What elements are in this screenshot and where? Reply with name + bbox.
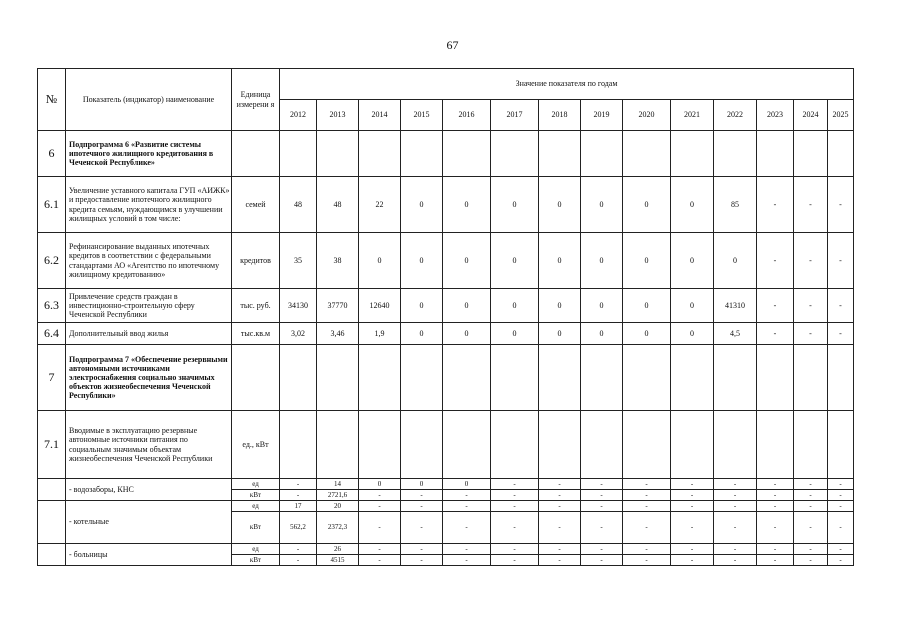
table-row bbox=[38, 131, 854, 177]
value-cell: 37770 bbox=[317, 289, 359, 323]
indicator-table bbox=[37, 68, 854, 566]
table-row bbox=[38, 544, 854, 555]
value-cell: - bbox=[359, 501, 401, 512]
indicator-name: Увеличение уставного капитала ГУП «АИЖК» и предоставление ипотечного жилищного кредита семьям, нуждающимся в улучшении жилищных условий в том числе: bbox=[66, 177, 232, 233]
value-cell: 2721,6 bbox=[317, 490, 359, 501]
value-cell: 0 bbox=[671, 289, 714, 323]
value-cell: 0 bbox=[443, 323, 491, 345]
value-cell bbox=[443, 411, 491, 479]
value-cell bbox=[280, 131, 317, 177]
value-cell: - bbox=[581, 512, 623, 544]
value-cell: 3,02 bbox=[280, 323, 317, 345]
value-cell: - bbox=[794, 177, 828, 233]
value-cell: - bbox=[828, 289, 854, 323]
value-cell: - bbox=[794, 323, 828, 345]
year-header: 2012 bbox=[280, 100, 317, 131]
value-cell: - bbox=[714, 544, 757, 555]
value-cell: 0 bbox=[623, 177, 671, 233]
value-cell: - bbox=[757, 555, 794, 566]
value-cell: - bbox=[491, 501, 539, 512]
value-cell bbox=[539, 411, 581, 479]
subitem-name: - больницы bbox=[66, 544, 232, 566]
value-cell: - bbox=[359, 555, 401, 566]
value-cell: 35 bbox=[280, 233, 317, 289]
value-cell: 0 bbox=[443, 289, 491, 323]
value-cell: - bbox=[491, 490, 539, 501]
header-unit: Единица измерени я bbox=[232, 69, 280, 131]
value-cell: - bbox=[443, 512, 491, 544]
year-header: 2016 bbox=[443, 100, 491, 131]
value-cell bbox=[359, 131, 401, 177]
value-cell bbox=[828, 345, 854, 411]
table-row bbox=[38, 233, 854, 289]
value-cell: - bbox=[491, 555, 539, 566]
value-cell: - bbox=[828, 501, 854, 512]
value-cell: - bbox=[623, 544, 671, 555]
value-cell: 0 bbox=[443, 177, 491, 233]
value-cell: 0 bbox=[401, 323, 443, 345]
value-cell bbox=[359, 411, 401, 479]
row-number bbox=[38, 501, 66, 544]
year-header: 2018 bbox=[539, 100, 581, 131]
value-cell: 0 bbox=[623, 233, 671, 289]
value-cell: 0 bbox=[539, 323, 581, 345]
value-cell: - bbox=[623, 501, 671, 512]
value-cell bbox=[757, 131, 794, 177]
value-cell: - bbox=[623, 555, 671, 566]
table-row bbox=[38, 411, 854, 479]
value-cell: - bbox=[671, 544, 714, 555]
value-cell: - bbox=[401, 490, 443, 501]
value-cell: - bbox=[401, 512, 443, 544]
row-number bbox=[38, 479, 66, 501]
value-cell: 34130 bbox=[280, 289, 317, 323]
value-cell: - bbox=[714, 555, 757, 566]
value-cell: 4,5 bbox=[714, 323, 757, 345]
value-cell: - bbox=[623, 512, 671, 544]
row-number: 6.4 bbox=[38, 323, 66, 345]
value-cell: - bbox=[828, 555, 854, 566]
value-cell bbox=[714, 345, 757, 411]
value-cell bbox=[757, 345, 794, 411]
value-cell: - bbox=[359, 490, 401, 501]
indicator-name: Подпрограмма 7 «Обеспечение резервными автономными источниками электроснабжения социально значимых объектов жизнеобеспечения Чеченской Республики» bbox=[66, 345, 232, 411]
value-cell: - bbox=[581, 555, 623, 566]
year-header: 2023 bbox=[757, 100, 794, 131]
value-cell: - bbox=[539, 512, 581, 544]
row-number: 7 bbox=[38, 345, 66, 411]
value-cell bbox=[491, 345, 539, 411]
table-row bbox=[38, 345, 854, 411]
value-cell: - bbox=[828, 544, 854, 555]
value-cell: - bbox=[794, 512, 828, 544]
value-cell bbox=[280, 345, 317, 411]
year-header: 2013 bbox=[317, 100, 359, 131]
value-cell: 0 bbox=[401, 177, 443, 233]
value-cell: - bbox=[794, 289, 828, 323]
value-cell: - bbox=[443, 555, 491, 566]
value-cell: 0 bbox=[581, 233, 623, 289]
value-cell bbox=[317, 411, 359, 479]
row-number: 6.2 bbox=[38, 233, 66, 289]
value-cell: 0 bbox=[714, 233, 757, 289]
value-cell: 0 bbox=[401, 289, 443, 323]
value-cell: - bbox=[794, 479, 828, 490]
value-cell bbox=[671, 345, 714, 411]
page-number: 67 bbox=[446, 38, 459, 52]
header-values-by-year: Значение показателя по годам bbox=[280, 69, 854, 100]
value-cell: 0 bbox=[581, 323, 623, 345]
value-cell: 0 bbox=[491, 177, 539, 233]
value-cell: 562,2 bbox=[280, 512, 317, 544]
value-cell: - bbox=[581, 479, 623, 490]
value-cell: - bbox=[539, 544, 581, 555]
year-header: 2021 bbox=[671, 100, 714, 131]
value-cell: 20 bbox=[317, 501, 359, 512]
value-cell: - bbox=[539, 501, 581, 512]
unit-cell bbox=[232, 131, 280, 177]
value-cell: - bbox=[757, 289, 794, 323]
value-cell: - bbox=[623, 490, 671, 501]
value-cell bbox=[671, 411, 714, 479]
value-cell bbox=[757, 411, 794, 479]
unit-cell: ед bbox=[232, 479, 280, 490]
value-cell: - bbox=[443, 490, 491, 501]
subitem-name: - водозаборы, КНС bbox=[66, 479, 232, 501]
value-cell bbox=[623, 131, 671, 177]
year-header: 2024 bbox=[794, 100, 828, 131]
subitem-name: - котельные bbox=[66, 501, 232, 544]
unit-cell: ед bbox=[232, 501, 280, 512]
value-cell bbox=[581, 345, 623, 411]
year-header: 2019 bbox=[581, 100, 623, 131]
unit-cell: кВт bbox=[232, 555, 280, 566]
value-cell: - bbox=[280, 490, 317, 501]
value-cell: - bbox=[828, 233, 854, 289]
table-row bbox=[38, 323, 854, 345]
value-cell bbox=[539, 131, 581, 177]
value-cell: - bbox=[757, 233, 794, 289]
value-cell bbox=[317, 131, 359, 177]
year-header: 2014 bbox=[359, 100, 401, 131]
value-cell: 0 bbox=[491, 323, 539, 345]
value-cell: 0 bbox=[359, 233, 401, 289]
unit-cell: ед., кВт bbox=[232, 411, 280, 479]
value-cell: - bbox=[828, 490, 854, 501]
value-cell bbox=[623, 411, 671, 479]
unit-cell: кредитов bbox=[232, 233, 280, 289]
value-cell bbox=[794, 131, 828, 177]
value-cell: 3,46 bbox=[317, 323, 359, 345]
value-cell: 0 bbox=[581, 289, 623, 323]
value-cell: - bbox=[671, 512, 714, 544]
unit-cell: ед bbox=[232, 544, 280, 555]
value-cell: - bbox=[794, 490, 828, 501]
value-cell bbox=[671, 131, 714, 177]
value-cell: 41310 bbox=[714, 289, 757, 323]
value-cell: - bbox=[401, 501, 443, 512]
indicator-name: Вводимые в эксплуатацию резервные автономные источники питания по социальным значимым объектам жизнеобеспечения Чеченской Республики bbox=[66, 411, 232, 479]
value-cell: 0 bbox=[539, 289, 581, 323]
value-cell bbox=[714, 411, 757, 479]
value-cell bbox=[581, 131, 623, 177]
value-cell: 0 bbox=[443, 479, 491, 490]
value-cell bbox=[401, 345, 443, 411]
unit-cell: кВт bbox=[232, 512, 280, 544]
indicator-name: Дополнительный ввод жилья bbox=[66, 323, 232, 345]
value-cell bbox=[828, 411, 854, 479]
row-number bbox=[38, 544, 66, 566]
value-cell bbox=[359, 345, 401, 411]
value-cell: 14 bbox=[317, 479, 359, 490]
year-header: 2025 bbox=[828, 100, 854, 131]
value-cell bbox=[794, 345, 828, 411]
value-cell: - bbox=[794, 233, 828, 289]
value-cell: 26 bbox=[317, 544, 359, 555]
value-cell: 0 bbox=[671, 177, 714, 233]
value-cell: - bbox=[828, 323, 854, 345]
value-cell: 0 bbox=[539, 233, 581, 289]
unit-cell bbox=[232, 345, 280, 411]
value-cell: - bbox=[794, 501, 828, 512]
value-cell: - bbox=[671, 555, 714, 566]
header-indicator: Показатель (индикатор) наименование bbox=[66, 69, 232, 131]
value-cell: - bbox=[443, 501, 491, 512]
value-cell bbox=[828, 131, 854, 177]
value-cell: - bbox=[671, 501, 714, 512]
value-cell: 0 bbox=[671, 233, 714, 289]
value-cell bbox=[539, 345, 581, 411]
value-cell bbox=[714, 131, 757, 177]
value-cell: - bbox=[623, 479, 671, 490]
indicator-name: Подпрограмма 6 «Развитие системы ипотечного жилищного кредитования в Чеченской Республике» bbox=[66, 131, 232, 177]
value-cell: - bbox=[828, 177, 854, 233]
row-number: 6.1 bbox=[38, 177, 66, 233]
value-cell bbox=[794, 411, 828, 479]
value-cell: - bbox=[828, 512, 854, 544]
value-cell: - bbox=[539, 490, 581, 501]
value-cell bbox=[443, 131, 491, 177]
value-cell: - bbox=[581, 544, 623, 555]
value-cell: - bbox=[401, 544, 443, 555]
value-cell: - bbox=[757, 177, 794, 233]
value-cell: 0 bbox=[401, 233, 443, 289]
value-cell: - bbox=[714, 512, 757, 544]
value-cell: - bbox=[757, 544, 794, 555]
indicator-name: Рефинансирование выданных ипотечных кредитов в соответствии с федеральными стандартами АО «Агентство по ипотечному жилищному кредитованию» bbox=[66, 233, 232, 289]
value-cell: - bbox=[757, 512, 794, 544]
table-row bbox=[38, 501, 854, 512]
value-cell: 17 bbox=[280, 501, 317, 512]
value-cell bbox=[581, 411, 623, 479]
value-cell: - bbox=[280, 555, 317, 566]
value-cell: 0 bbox=[359, 479, 401, 490]
value-cell: - bbox=[280, 544, 317, 555]
value-cell: 1,9 bbox=[359, 323, 401, 345]
value-cell: - bbox=[359, 512, 401, 544]
value-cell: - bbox=[443, 544, 491, 555]
unit-cell: кВт bbox=[232, 490, 280, 501]
value-cell: - bbox=[581, 490, 623, 501]
value-cell: - bbox=[794, 544, 828, 555]
value-cell: 0 bbox=[623, 289, 671, 323]
value-cell: - bbox=[491, 544, 539, 555]
row-number: 7.1 bbox=[38, 411, 66, 479]
value-cell: 48 bbox=[317, 177, 359, 233]
header-no: № bbox=[38, 69, 66, 131]
value-cell: - bbox=[401, 555, 443, 566]
value-cell bbox=[443, 345, 491, 411]
table-row bbox=[38, 177, 854, 233]
unit-cell: тыс.кв.м bbox=[232, 323, 280, 345]
value-cell: - bbox=[714, 479, 757, 490]
value-cell: - bbox=[757, 501, 794, 512]
value-cell: 38 bbox=[317, 233, 359, 289]
value-cell: 0 bbox=[443, 233, 491, 289]
value-cell bbox=[491, 131, 539, 177]
value-cell bbox=[280, 411, 317, 479]
indicator-name: Привлечение средств граждан в инвестиционно-строительную сферу Чеченской Республики bbox=[66, 289, 232, 323]
value-cell: - bbox=[714, 490, 757, 501]
value-cell bbox=[623, 345, 671, 411]
value-cell: - bbox=[539, 555, 581, 566]
value-cell: - bbox=[581, 501, 623, 512]
value-cell: - bbox=[757, 490, 794, 501]
value-cell: - bbox=[714, 501, 757, 512]
value-cell: - bbox=[491, 479, 539, 490]
value-cell: - bbox=[671, 479, 714, 490]
value-cell: - bbox=[491, 512, 539, 544]
value-cell: 0 bbox=[671, 323, 714, 345]
value-cell: 12640 bbox=[359, 289, 401, 323]
value-cell bbox=[401, 411, 443, 479]
value-cell: 0 bbox=[491, 233, 539, 289]
value-cell: - bbox=[794, 555, 828, 566]
year-header: 2020 bbox=[623, 100, 671, 131]
year-header: 2015 bbox=[401, 100, 443, 131]
value-cell: 0 bbox=[491, 289, 539, 323]
year-header: 2022 bbox=[714, 100, 757, 131]
value-cell: 2372,3 bbox=[317, 512, 359, 544]
row-number: 6 bbox=[38, 131, 66, 177]
value-cell: - bbox=[539, 479, 581, 490]
value-cell: - bbox=[280, 479, 317, 490]
value-cell: 0 bbox=[623, 323, 671, 345]
value-cell bbox=[317, 345, 359, 411]
value-cell bbox=[401, 131, 443, 177]
value-cell: - bbox=[757, 323, 794, 345]
value-cell: - bbox=[757, 479, 794, 490]
table-row bbox=[38, 479, 854, 490]
value-cell: 48 bbox=[280, 177, 317, 233]
year-header: 2017 bbox=[491, 100, 539, 131]
value-cell: 0 bbox=[539, 177, 581, 233]
value-cell: - bbox=[828, 479, 854, 490]
unit-cell: семей bbox=[232, 177, 280, 233]
value-cell: 4515 bbox=[317, 555, 359, 566]
value-cell: 0 bbox=[581, 177, 623, 233]
value-cell: 22 bbox=[359, 177, 401, 233]
value-cell: - bbox=[359, 544, 401, 555]
table-row bbox=[38, 289, 854, 323]
unit-cell: тыс. руб. bbox=[232, 289, 280, 323]
value-cell: 0 bbox=[401, 479, 443, 490]
value-cell: 85 bbox=[714, 177, 757, 233]
row-number: 6.3 bbox=[38, 289, 66, 323]
value-cell: - bbox=[671, 490, 714, 501]
value-cell bbox=[491, 411, 539, 479]
